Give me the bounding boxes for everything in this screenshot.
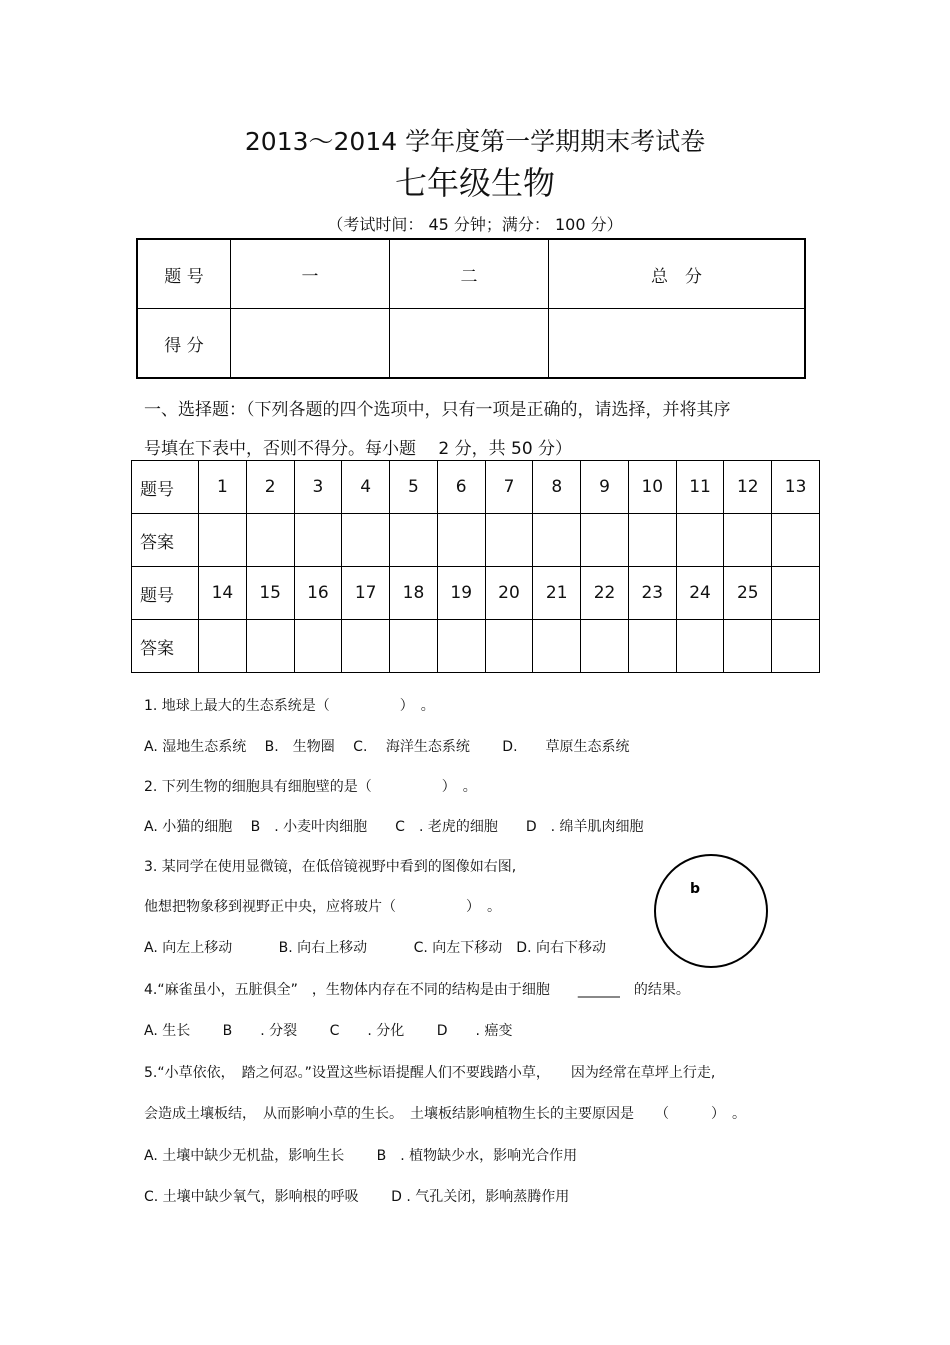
number-row-2: [132, 567, 820, 620]
question-number-cell: 16: [294, 567, 342, 620]
question-number-cell: 9: [581, 461, 629, 514]
score-cell-part2[interactable]: [390, 309, 549, 379]
question-1-stem: 1. 地球上最大的生态系统是（ ） 。: [144, 698, 435, 714]
question-3-options: A. 向左上移动 B. 向右上移动 C. 向左下移动 D. 向右下移动: [144, 940, 606, 956]
field-of-view-circle: [655, 855, 767, 967]
answer-cell[interactable]: [676, 514, 724, 567]
section-heading-line1: 一、选择题：（下列各题的四个选项中，只有一项是正确的，请选择，并将其序: [144, 400, 731, 420]
question-number-cell: 12: [724, 461, 772, 514]
question-5-options-2: C. 土壤中缺少氧气，影响根的呼吸 D . 气孔关闭，影响蒸腾作用: [144, 1189, 570, 1205]
score-cell-part1[interactable]: [231, 309, 390, 379]
question-number-cell: 22: [581, 567, 629, 620]
question-number-cell: 24: [676, 567, 724, 620]
answer-cell[interactable]: [628, 514, 676, 567]
answer-cell[interactable]: [246, 514, 294, 567]
question-number-cell: 20: [485, 567, 533, 620]
question-number-cell: 1: [199, 461, 247, 514]
answer-cell[interactable]: [437, 514, 485, 567]
answer-cell[interactable]: [199, 514, 247, 567]
question-number-cell: 8: [533, 461, 581, 514]
question-4-options: A. 生长 B . 分裂 C . 分化 D . 癌变: [144, 1023, 513, 1039]
answer-cell[interactable]: [294, 514, 342, 567]
question-number-cell: 7: [485, 461, 533, 514]
question-number-cell: 19: [437, 567, 485, 620]
answer-cell[interactable]: [342, 620, 390, 673]
question-number-cell: 25: [724, 567, 772, 620]
answer-cell[interactable]: [724, 620, 772, 673]
microscope-field-figure: [653, 853, 769, 969]
question-number-cell: 4: [342, 461, 390, 514]
question-5-options: A. 土壤中缺少无机盐，影响生长 B . 植物缺少水，影响光合作用: [144, 1148, 578, 1164]
question-number-cell: 2: [246, 461, 294, 514]
exam-info: （考试时间： 45 分钟；满分： 100 分）: [327, 215, 623, 234]
answer-cell[interactable]: [581, 514, 629, 567]
answer-row-2: [132, 620, 820, 673]
answer-cell[interactable]: [772, 514, 820, 567]
answer-cell[interactable]: [676, 620, 724, 673]
answer-cell[interactable]: [772, 620, 820, 673]
answer-cell[interactable]: [724, 514, 772, 567]
section-heading-line2: 号填在下表中，否则不得分。每小题 2 分，共 50 分）: [144, 439, 573, 459]
answer-cell[interactable]: [437, 620, 485, 673]
question-number-cell: 21: [533, 567, 581, 620]
question-3-stem: 3. 某同学在使用显微镜，在低倍镜视野中看到的图像如右图,: [144, 859, 517, 875]
question-number-cell: 18: [390, 567, 438, 620]
answer-label: 答案: [132, 514, 199, 567]
question-number-cell: 15: [246, 567, 294, 620]
score-header-label: 题 号: [137, 239, 231, 309]
question-5-stem: 5.“小草依依， 踏之何忍。”设置这些标语提醒人们不要践踏小草， 因为经常在草坪上行走,: [144, 1065, 716, 1081]
question-number-cell: 17: [342, 567, 390, 620]
score-header-part2: 二: [390, 239, 549, 309]
answer-cell[interactable]: [294, 620, 342, 673]
answer-cell[interactable]: [628, 620, 676, 673]
answer-cell[interactable]: [246, 620, 294, 673]
answer-cell[interactable]: [533, 514, 581, 567]
question-3-stem-2: 他想把物象移到视野正中央，应将玻片（ ） 。: [144, 899, 501, 915]
score-table: [136, 238, 806, 379]
answer-row-1: [132, 514, 820, 567]
question-number-cell: 13: [772, 461, 820, 514]
answer-cell[interactable]: [390, 514, 438, 567]
score-cell-total[interactable]: [549, 309, 806, 379]
question-number-cell: [772, 567, 820, 620]
question-number-cell: 23: [628, 567, 676, 620]
number-label: 题号: [132, 461, 199, 514]
question-number-cell: 14: [199, 567, 247, 620]
score-header-total: 总 分: [549, 239, 806, 309]
answer-cell[interactable]: [581, 620, 629, 673]
answer-cell[interactable]: [390, 620, 438, 673]
question-2-options: A. 小猫的细胞 B . 小麦叶肉细胞 C . 老虎的细胞 D . 绵羊肌肉细胞: [144, 819, 644, 835]
answer-cell[interactable]: [199, 620, 247, 673]
question-number-cell: 10: [628, 461, 676, 514]
answer-cell[interactable]: [485, 514, 533, 567]
score-row-label: 得 分: [137, 309, 231, 379]
question-2-stem: 2. 下列生物的细胞具有细胞壁的是（ ） 。: [144, 779, 477, 795]
exam-title: 2013～2014 学年度第一学期期末考试卷: [244, 127, 706, 156]
answer-cell[interactable]: [485, 620, 533, 673]
question-number-cell: 11: [676, 461, 724, 514]
question-5-stem-2: 会造成土壤板结， 从而影响小草的生长。 土壤板结影响植物生长的主要原因是 （ ） 。: [144, 1106, 746, 1122]
number-label: 题号: [132, 567, 199, 620]
answer-cell[interactable]: [342, 514, 390, 567]
score-header-part1: 一: [231, 239, 390, 309]
question-number-cell: 6: [437, 461, 485, 514]
question-1-options: A. 湿地生态系统 B. 生物圈 C. 海洋生态系统 D. 草原生态系统: [144, 739, 630, 755]
number-row-1: [132, 461, 820, 514]
question-4-stem: 4.“麻雀虽小，五脏俱全” ，生物体内存在不同的结构是由于细胞 ______ 的结果。: [144, 982, 690, 998]
question-number-cell: 5: [390, 461, 438, 514]
question-number-cell: 3: [294, 461, 342, 514]
answer-label: 答案: [132, 620, 199, 673]
answer-table: [131, 460, 820, 673]
answer-cell[interactable]: [533, 620, 581, 673]
exam-subject: 七年级生物: [394, 164, 555, 202]
specimen-label: b: [690, 881, 701, 897]
